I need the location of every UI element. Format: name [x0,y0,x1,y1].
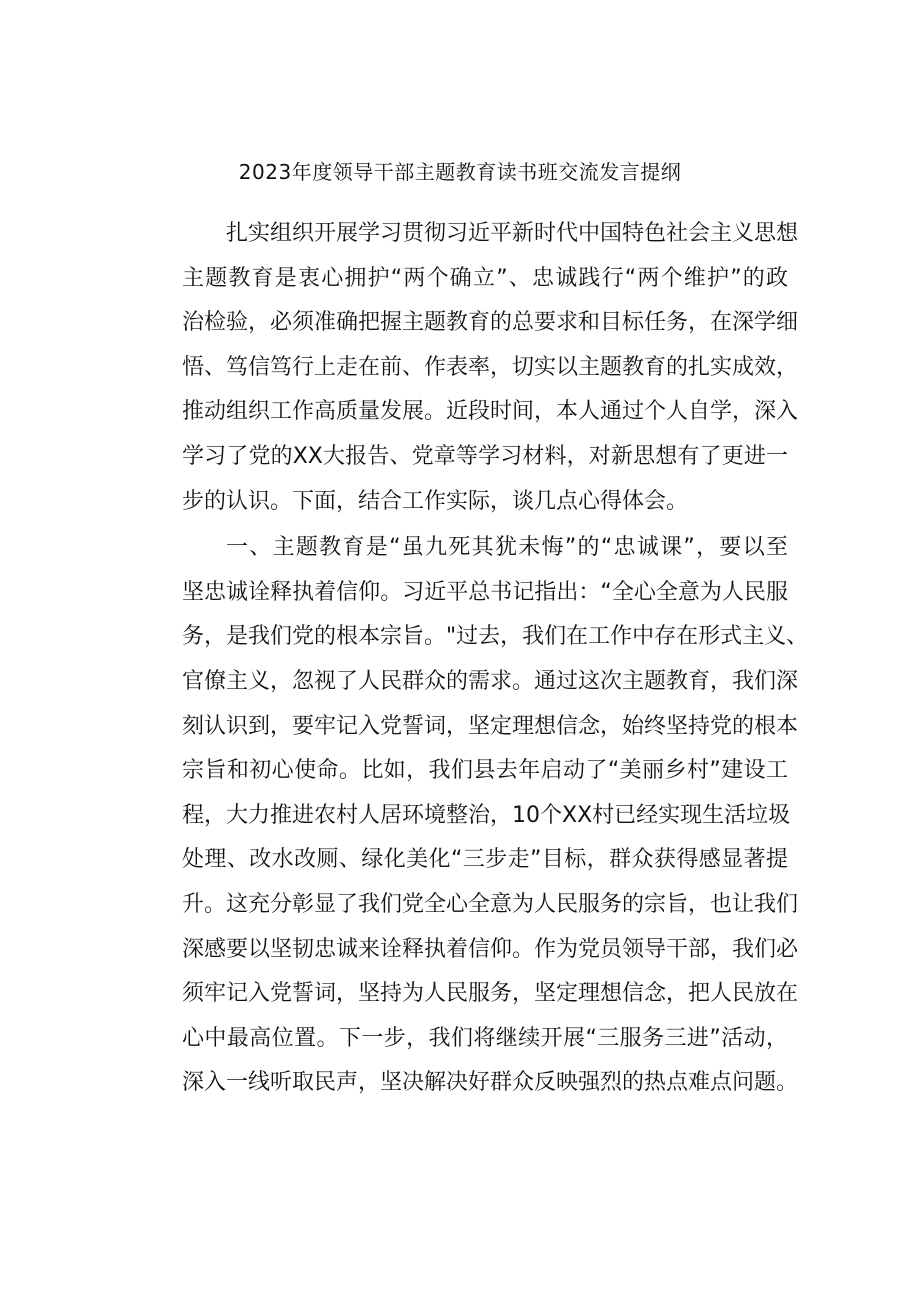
text-line: 推动组织工作高质量发展。近段时间，本人通过个人自学，深入 [182,399,799,425]
text-line: 升。这充分彰显了我们党全心全意为人民服务的宗旨，也让我们 [182,891,799,917]
text-line: 治检验，必须准确把握主题教育的总要求和目标任务，在深学细 [182,310,799,336]
text-line: 深感要以坚韧忠诚来诠释执着信仰。作为党员领导干部，我们必 [182,936,799,962]
text-line: 深入一线听取民声，坚决解决好群众反映强烈的热点难点问题。 [182,1070,799,1096]
text-line: 学习了党的XX大报告、党章等学习材料，对新思想有了更进一 [182,443,788,469]
text-line: 一、主题教育是“虽九死其犹未悔”的“忠诚课”，要以至 [226,535,788,561]
text-line: 扎实组织开展学习贯彻习近平新时代中国特色社会主义思想 [226,221,799,246]
text-line: 务，是我们党的根本宗旨。"过去，我们在工作中存在形式主义、 [182,624,809,650]
text-line: 步的认识。下面，结合工作实际，谈几点心得体会。 [182,488,689,514]
text-line: 悟、笃信笃行上走在前、作表率，切实以主题教育的扎实成效， [182,354,799,380]
text-line: 官僚主义，忽视了人民群众的需求。通过这次主题教育，我们深 [182,668,799,694]
text-line: 刻认识到，要牢记入党誓词，坚定理想信念，始终坚持党的根本 [182,713,799,739]
text-line: 宗旨和初心使命。比如，我们县去年启动了“美丽乡村”建设工 [182,758,788,784]
paragraph-section-one [138,526,809,1106]
text-line: 处理、改水改厕、绿化美化“三步走”目标，群众获得感显著提 [182,847,788,873]
text-line: 坚忠诚诠释执着信仰。习近平总书记指出：“全心全意为人民服 [182,579,788,605]
text-line: 主题教育是衷心拥护“两个确立”、忠诚践行“两个维护”的政 [182,265,788,291]
text-line: 程，大力推进农村人居环境整治，10个XX村已经实现生活垃圾 [182,802,791,828]
document-body [138,212,809,1106]
text-line: 心中最高位置。下一步，我们将继续开展“三服务三进”活动， [182,1025,788,1051]
text-line: 须牢记入党誓词，坚持为人民服务，坚定理想信念，把人民放在 [182,981,799,1007]
document-title: 2023年度领导干部主题教育读书班交流发言提纲 [238,160,682,184]
paragraph-intro [138,212,799,524]
